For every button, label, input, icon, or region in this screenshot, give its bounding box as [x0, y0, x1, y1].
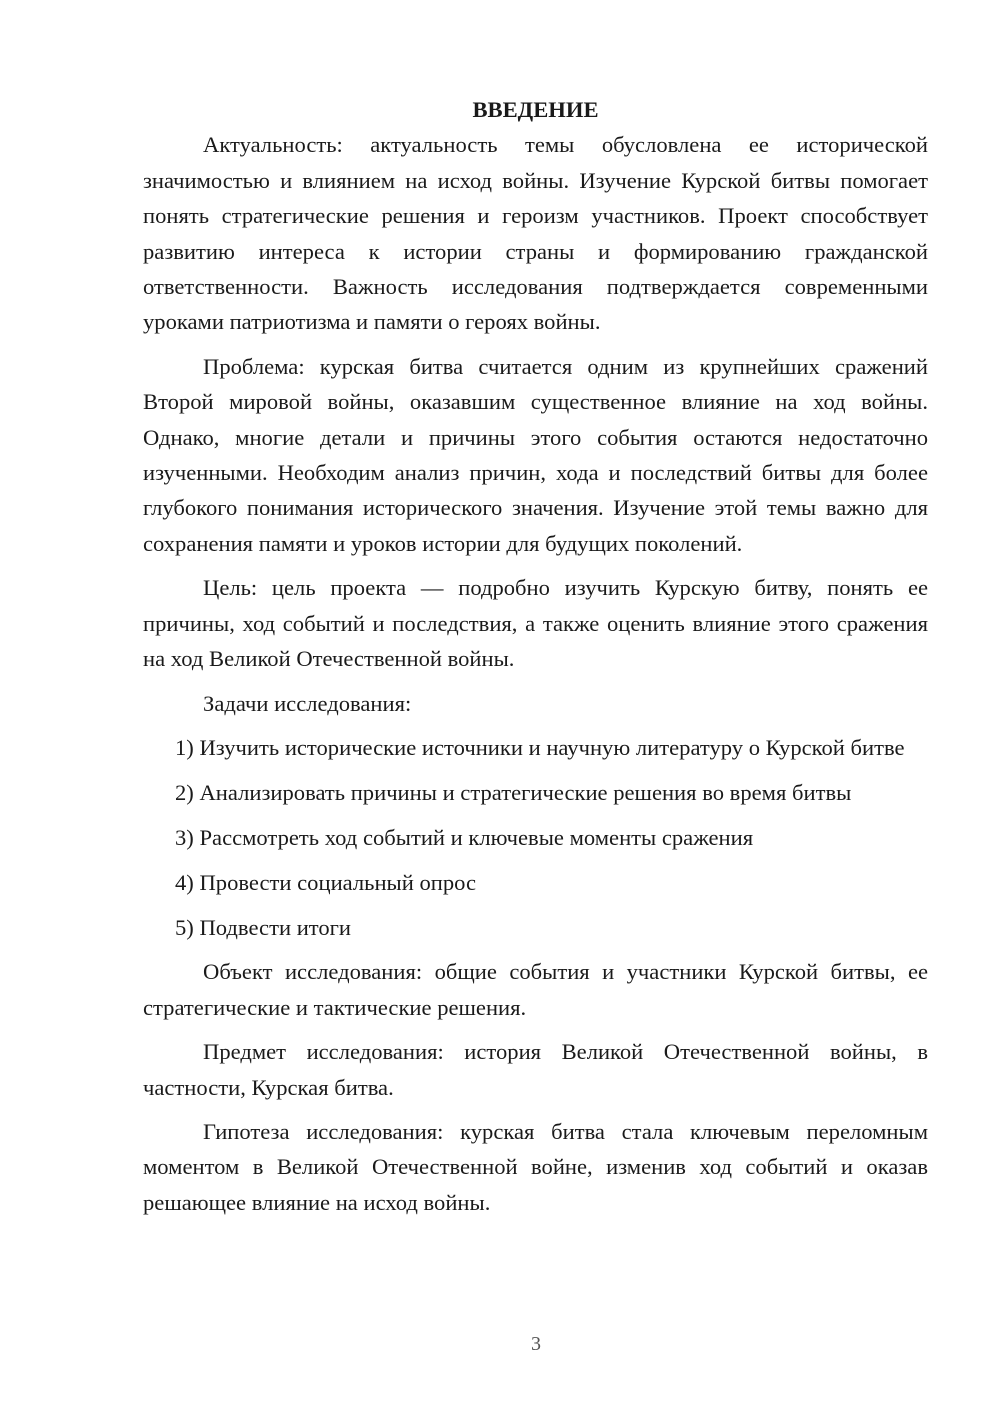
document-page: [143, 92, 928, 1229]
task-item: 4) Провести социальный опрос: [175, 869, 477, 895]
tasks-heading: Задачи исследования:: [203, 690, 412, 716]
goal-paragraph: Цель: цель проекта — подробно изучить Курскую битву, понять ее причины, ход событий и последствия, а также оценить влияние этого сражения на ход Великой Отечественной войны.: [143, 575, 928, 672]
tasks-list: [143, 730, 928, 945]
task-item: 2) Анализировать причины и стратегические решения во время битвы: [175, 779, 852, 805]
problem-paragraph: Проблема: курская битва считается одним из крупнейших сражений Второй мировой войны, оказавшим существенное влияние на ход войны. Однако, многие детали и причины этого события остаются недостаточно изученными. Необходим анализ причин, хода и последствий битвы для более глубокого понимания исторического значения. Изучение этой темы важно для сохранения памяти и уроков истории для будущих поколений.: [143, 353, 928, 556]
page-number: 3: [531, 1333, 541, 1355]
subject-paragraph: Предмет исследования: история Великой Отечественной войны, в частности, Курская битва.: [143, 1039, 928, 1100]
task-item: 3) Рассмотреть ход событий и ключевые моменты сражения: [175, 824, 754, 850]
task-item: 1) Изучить исторические источники и научную литературу о Курской битве: [175, 734, 905, 760]
section-title: ВВЕДЕНИЕ: [472, 97, 599, 122]
relevance-paragraph: Актуальность: актуальность темы обусловлена ее исторической значимостью и влиянием на исход войны. Изучение Курской битвы помогает понять стратегические решения и героизм участников. Проект способствует развитию интереса к истории страны и формированию гражданской ответственности. Важность исследования подтверждается современными уроками патриотизма и памяти о героях войны.: [143, 132, 928, 335]
object-paragraph: Объект исследования: общие события и участники Курской битвы, ее стратегические и тактические решения.: [143, 959, 928, 1020]
task-item: 5) Подвести итоги: [175, 914, 352, 940]
hypothesis-paragraph: Гипотеза исследования: курская битва стала ключевым переломным моментом в Великой Отечественной войне, изменив ход событий и оказав решающее влияние на исход войны.: [143, 1119, 928, 1215]
